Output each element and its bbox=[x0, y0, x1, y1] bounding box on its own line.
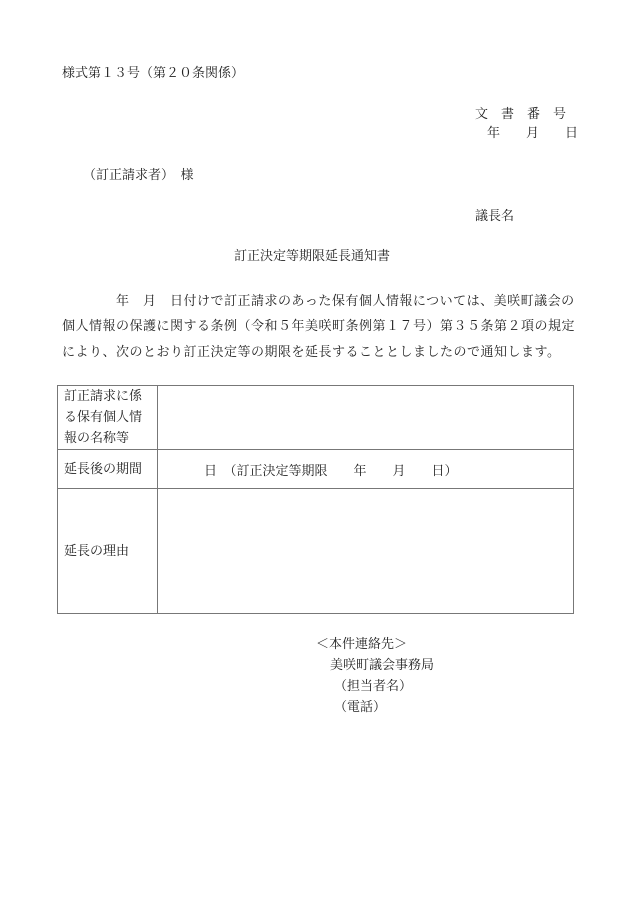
extended-period-label: 延長後の期間 bbox=[58, 450, 158, 489]
document-title: 訂正決定等期限延長通知書 bbox=[234, 249, 391, 264]
extension-details-table bbox=[57, 385, 574, 614]
extension-reason-field[interactable] bbox=[158, 489, 574, 614]
extension-reason-label: 延長の理由 bbox=[58, 489, 158, 614]
document-number-label: 文 書 番 号 bbox=[475, 107, 567, 122]
body-line-3: により、次のとおり訂正決定等の期限を延長することとしましたので通知します。 bbox=[62, 345, 561, 360]
addressee: （訂正請求者） 様 bbox=[83, 168, 194, 183]
contact-person: （担当者名） bbox=[334, 679, 413, 694]
date-label: 年 月 日 bbox=[487, 126, 579, 141]
sender-name: 議長名 bbox=[475, 209, 515, 224]
contact-office: 美咲町議会事務局 bbox=[330, 658, 435, 673]
label-line: る保有個人情 bbox=[64, 410, 143, 425]
table-row bbox=[58, 450, 574, 489]
contact-phone: （電話） bbox=[334, 700, 387, 715]
extended-period-value: 日 （訂正決定等期限 年 月 日） bbox=[204, 463, 458, 479]
contact-heading: ＜本件連絡先＞ bbox=[316, 637, 408, 652]
label-line: 報の名称等 bbox=[64, 431, 130, 446]
info-name-label bbox=[58, 386, 158, 450]
body-line-1: 年 月 日付けで訂正請求のあった保有個人情報については、美咲町議会の bbox=[62, 294, 575, 309]
info-name-field[interactable] bbox=[158, 386, 574, 450]
table-row bbox=[58, 489, 574, 614]
body-line-2: 個人情報の保護に関する条例（令和５年美咲町条例第１７号）第３５条第２項の規定 bbox=[62, 319, 576, 334]
extended-period-field[interactable] bbox=[158, 450, 574, 489]
label-line: 訂正請求に係 bbox=[64, 389, 143, 404]
form-number: 様式第１３号（第２０条関係） bbox=[62, 66, 245, 81]
table-row bbox=[58, 386, 574, 450]
